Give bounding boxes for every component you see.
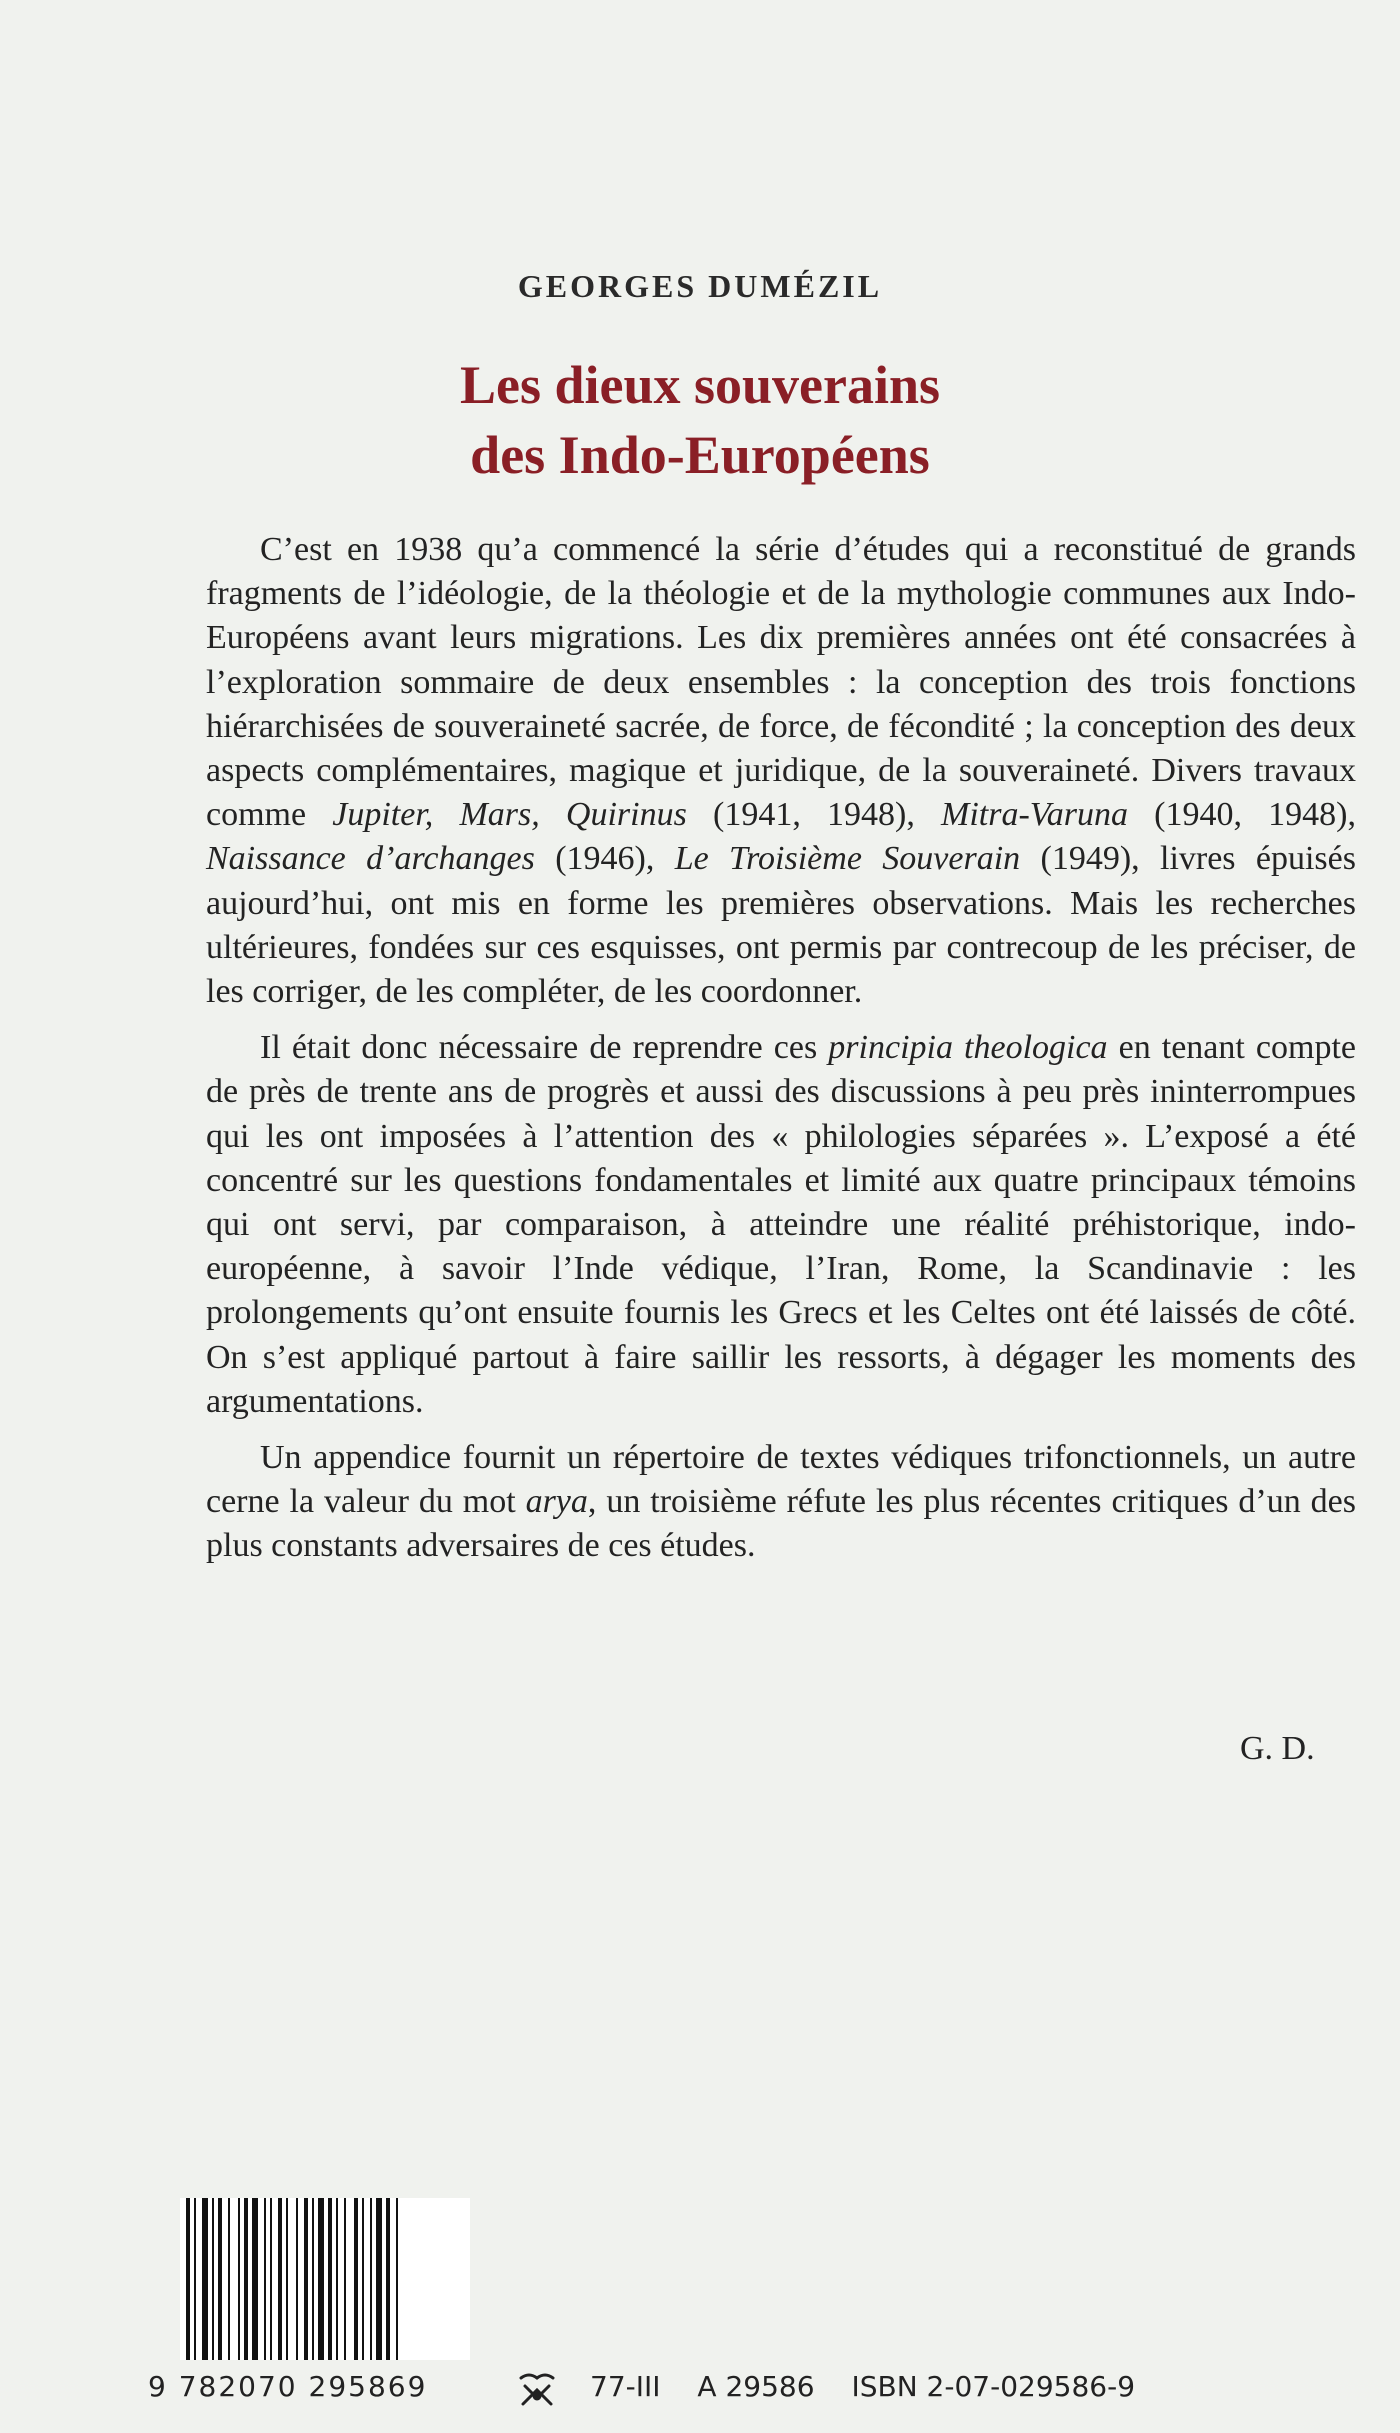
text-run: (1941, 1948), bbox=[686, 796, 941, 834]
barcode-bar bbox=[244, 2198, 248, 2360]
publisher-codes bbox=[590, 2370, 1163, 2403]
blurb-paragraph-2 bbox=[206, 1026, 1356, 1424]
author-name: GEORGES DUMÉZIL bbox=[517, 268, 883, 304]
barcode-bar bbox=[304, 2198, 308, 2360]
barcode-bar bbox=[278, 2198, 282, 2360]
barcode-bar bbox=[228, 2198, 230, 2360]
barcode-bar bbox=[344, 2198, 346, 2360]
footer bbox=[0, 2180, 1400, 2433]
text-run: (1946), bbox=[534, 840, 675, 878]
title-line-1: Les dieux souverains bbox=[459, 355, 941, 415]
code-catalog: A 29586 bbox=[697, 2370, 815, 2403]
text-run: Un appendice fournit un répertoire de textes védiques trifonctionnels, un autre cerne la valeur du mot bbox=[206, 1439, 1356, 1521]
barcode-bar bbox=[396, 2198, 398, 2360]
barcode-bar bbox=[202, 2198, 208, 2360]
barcode-bar bbox=[264, 2198, 266, 2360]
italic-title: Mitra-Varuna bbox=[941, 796, 1128, 834]
barcode-bar bbox=[194, 2198, 196, 2360]
barcode-bar bbox=[328, 2198, 332, 2360]
blurb-text bbox=[206, 528, 1356, 1581]
barcode-bar bbox=[270, 2198, 272, 2360]
blurb-paragraph-3 bbox=[206, 1436, 1356, 1569]
barcode-bar bbox=[238, 2198, 240, 2360]
barcode-bar bbox=[386, 2198, 390, 2360]
text-run: C’est en 1938 qu’a commencé la série d’études qui a reconstitué de grands fragments de l’idéologie, de la théologie et de la mythologie communes aux Indo-Européens avant leurs migrations. Les dix premières années ont été consacrées à l’exploration sommaire de deux ensembles : la conception des trois fonctions hiérarchisées de souveraineté sacrée, de force, de fécondité ; la conception des deux aspects complémentaires, magique et juridique, de la souveraineté. Divers travaux comme bbox=[206, 531, 1356, 834]
italic-term: arya bbox=[525, 1483, 588, 1521]
barcode-bar bbox=[286, 2198, 288, 2360]
barcode-bar bbox=[252, 2198, 258, 2360]
barcode-bar bbox=[354, 2198, 358, 2360]
barcode-bar bbox=[362, 2198, 364, 2360]
italic-title: Naissance d’archanges bbox=[206, 840, 535, 878]
title-line-2: des Indo-Européens bbox=[470, 425, 930, 485]
barcode-bar bbox=[318, 2198, 324, 2360]
barcode-bar bbox=[370, 2198, 372, 2360]
text-run: , un troisième réfute les plus récentes critiques d’un des plus constants adversaires de ces études. bbox=[206, 1483, 1356, 1565]
barcode bbox=[180, 2198, 470, 2360]
text-run: en tenant compte de près de trente ans de progrès et aussi des discussions à peu près ininterrompues qui les ont imposées à l’attention des « philologies séparées ». L’exposé a été concentré sur les questions fondamentales et limité aux quatre principaux témoins qui ont servi, par comparaison, à atteindre une réalité préhistorique, indo-européenne, à savoir l’Inde védique, l’Iran, Rome, la Scandinavie : les prolongements qu’ont ensuite fournis les Grecs et les Celtes ont été laissés de côté. On s’est appliqué partout à faire saillir les ressorts, à dégager les moments des argumentations. bbox=[206, 1029, 1356, 1420]
italic-title: Le Troisième Souverain bbox=[674, 840, 1021, 878]
book-title bbox=[0, 350, 1400, 490]
barcode-bar bbox=[296, 2198, 298, 2360]
code-series: 77-III bbox=[590, 2370, 661, 2403]
barcode-bar bbox=[376, 2198, 382, 2360]
blurb-paragraph-1 bbox=[206, 528, 1356, 1014]
signature: G. D. bbox=[1240, 1730, 1315, 1767]
barcode-bar bbox=[186, 2198, 190, 2360]
barcode-number: 9 782070 295869 bbox=[148, 2370, 428, 2403]
italic-title: Jupiter, Mars, Quirinus bbox=[332, 796, 687, 834]
text-run: Il était donc nécessaire de reprendre ces bbox=[260, 1029, 829, 1067]
publisher-logo-icon bbox=[515, 2368, 559, 2412]
barcode-bar bbox=[312, 2198, 314, 2360]
barcode-bar bbox=[336, 2198, 338, 2360]
barcode-bar bbox=[212, 2198, 214, 2360]
isbn: ISBN 2-07-029586-9 bbox=[851, 2370, 1136, 2403]
text-run: (1949), livres épuisés aujourd’hui, ont mis en forme les premières observations. Mais les recherches ultérieures, fondées sur ces esquisses, ont permis par contrecoup de les préciser, de les corriger, de les compléter, de les coordonner. bbox=[206, 840, 1356, 1011]
barcode-bar bbox=[218, 2198, 222, 2360]
italic-term: principia theologica bbox=[828, 1029, 1108, 1067]
text-run: (1940, 1948), bbox=[1128, 796, 1356, 834]
